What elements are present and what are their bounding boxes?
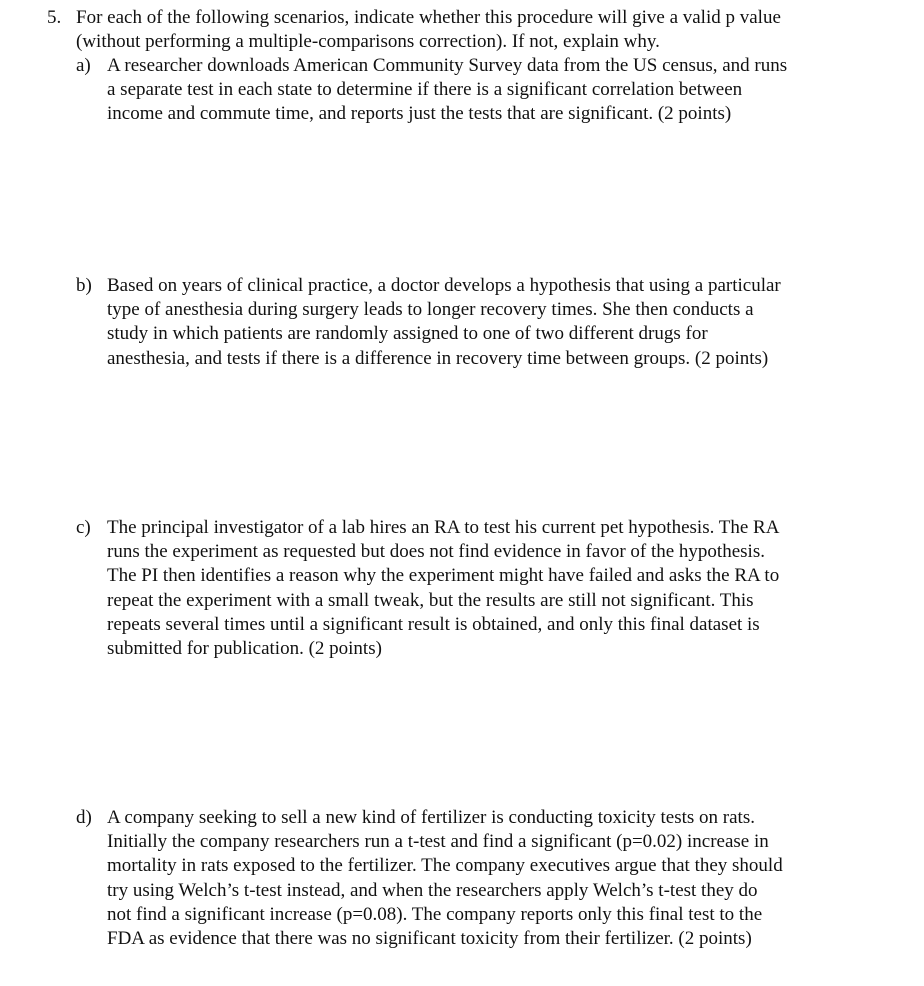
- part-c-line: The principal investigator of a lab hires an RA to test his current pet hypothesis. The RA: [107, 517, 780, 538]
- part-a-line: a separate test in each state to determine if there is a significant correlation between: [107, 79, 743, 101]
- part-c-line: The PI then identifies a reason why the experiment might have failed and asks the RA to: [107, 565, 780, 587]
- question-stem-line: For each of the following scenarios, indicate whether this procedure will give a valid p value: [76, 7, 781, 28]
- part-d-line: try using Welch’s t-test instead, and when the researchers apply Welch’s t-test they do: [107, 879, 758, 901]
- part-d-line: Initially the company researchers run a t-test and find a significant (p=0.02) increase in: [107, 831, 769, 853]
- part-d-line: A company seeking to sell a new kind of fertilizer is conducting toxicity tests on rats.: [107, 807, 755, 828]
- part-d-line: mortality in rats exposed to the fertilizer. The company executives argue that they should: [107, 855, 783, 877]
- part-c-line: repeats several times until a significant result is obtained, and only this final dataset is: [107, 613, 760, 635]
- part-d-line: FDA as evidence that there was no significant toxicity from their fertilizer. (2 points): [107, 928, 752, 950]
- question-number: 5.: [47, 7, 62, 28]
- part-b-line: type of anesthesia during surgery leads to longer recovery times. She then conducts a: [107, 299, 754, 321]
- part-b-line: anesthesia, and tests if there is a difference in recovery time between groups. (2 points): [107, 347, 769, 369]
- part-b-line: study in which patients are randomly assigned to one of two different drugs for: [107, 323, 708, 345]
- part-c-line: runs the experiment as requested but does not find evidence in favor of the hypothesis.: [107, 541, 765, 563]
- part-c-label: c): [76, 517, 91, 538]
- part-a-label: a): [76, 55, 91, 76]
- part-b-text: [107, 274, 877, 371]
- part-c-line: submitted for publication. (2 points): [107, 638, 382, 660]
- part-a-line: income and commute time, and reports just the tests that are significant. (2 points): [107, 103, 732, 125]
- part-c-line: repeat the experiment with a small tweak, but the results are still not significant. This: [107, 589, 754, 611]
- part-b-label: b): [76, 275, 92, 296]
- part-d-text: [107, 806, 877, 951]
- part-d-line: not find a significant increase (p=0.08). The company reports only this final test to the: [107, 903, 763, 925]
- part-b-line: Based on years of clinical practice, a doctor develops a hypothesis that using a particular: [107, 275, 781, 296]
- part-d-label: d): [76, 807, 92, 828]
- part-a-text: [107, 54, 877, 127]
- question-stem-line: (without performing a multiple-comparisons correction). If not, explain why.: [76, 31, 660, 53]
- part-a-line: A researcher downloads American Community Survey data from the US census, and runs: [107, 55, 788, 76]
- question-stem: [76, 6, 896, 54]
- part-c-text: [107, 516, 877, 661]
